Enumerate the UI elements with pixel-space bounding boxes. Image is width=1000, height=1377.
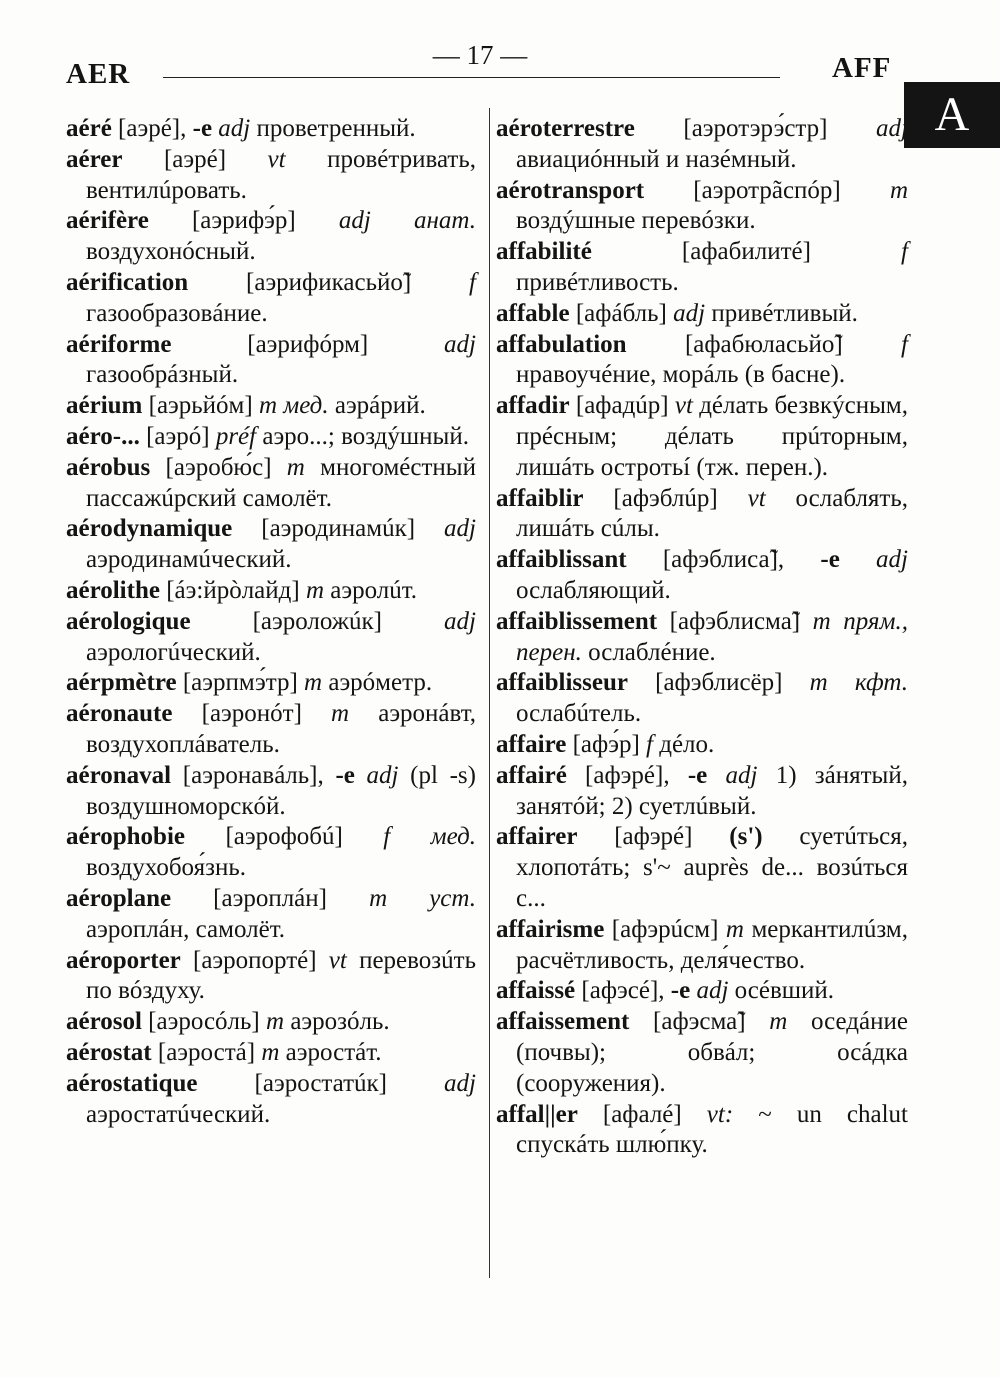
letter-tab: A [904,82,1000,148]
entry-grammar-label: adj [444,330,476,358]
entry-headword: aéronaval [66,761,172,789]
entry-definition: аэрóметр. [322,669,433,697]
entry-grammar-label: adj [354,761,399,789]
entry-definition: аэронáвт, воздухоплáватель. [86,700,477,758]
entry-transcription: [афэблиса̃], [626,546,821,574]
entry-grammar-label: adj [876,115,908,142]
entry-definition: аэростáт. [279,1038,382,1066]
entry-grammar-label: adj [690,977,729,1005]
entry-headword: aériforme [66,330,172,358]
entry-transcription: [аэротэрэ́стр] [634,115,877,142]
right-column [496,114,908,1161]
dictionary-entry [496,545,908,607]
entry-definition: ослабляющий. [516,576,671,604]
dictionary-entry [66,1069,476,1131]
dictionary-entry [496,915,908,977]
dictionary-entry [66,268,476,330]
entry-grammar-label: f [469,268,476,296]
entry-definition: проветренный. [250,115,416,142]
entry-transcription: [аэрифэ́р] [148,207,339,235]
entry-definition: газообрáзный. [86,361,239,389]
entry-transcription: [áэ:йрòлайд] [159,576,306,604]
entry-transcription: [аэрó] [139,422,216,450]
dictionary-entry [66,822,476,884]
entry-headword: aérosol [66,1008,142,1036]
entry-definition: авиациóнный и назéмный. [516,145,797,173]
dictionary-entry [66,145,476,207]
dictionary-entry [66,576,476,607]
entry-grammar-label: vt: [706,1100,734,1128]
dictionary-entry [66,453,476,515]
dictionary-entry [66,946,476,1008]
entry-headword: aéronaute [66,700,173,728]
entry-transcription: [аэростатúк] [197,1069,445,1097]
dictionary-entry [496,484,908,546]
dictionary-entry [496,607,908,669]
entry-definition: аэро...; воздýшный. [256,422,469,450]
entry-definition: воздухобоя́знь. [86,854,246,882]
entry-transcription: [афабилитé] [591,238,902,266]
entry-headword: affairisme [496,915,605,943]
entry-grammar-label: adj [444,607,476,635]
entry-transcription: [аэроложúк] [190,607,445,635]
entry-transcription: [афэрé] [577,823,730,851]
entry-headword: affaiblissement [496,607,658,635]
dictionary-entry [66,607,476,669]
entry-transcription: [афадúр] [569,392,675,420]
entry-headword: aérolithe [66,576,160,604]
entry-headword: affable [496,299,570,327]
entry-definition: ослаблéние. [581,638,716,666]
dictionary-entry [66,206,476,268]
entry-transcription: [аэросóль] [141,1008,266,1036]
dictionary-entry [66,884,476,946]
entry-headword: aérostatique [66,1069,198,1097]
entry-headword: aéroplane [66,884,172,912]
dictionary-entry [66,514,476,576]
entry-transcription: [афэблисёр] [627,669,810,697]
entry-headword: aérification [66,268,189,296]
entry-transcription: [аэронóт] [172,700,332,728]
entry-grammar-label: f [646,730,653,758]
page-number: — 17 — [432,40,528,70]
entry-definition: перевозúть по вóздуху. [86,946,476,1005]
entry-headword: affabilité [496,238,592,266]
entry-transcription: [афэрúсм] [604,915,726,943]
entry-headword: affadir [496,392,570,420]
dictionary-entry [496,176,908,238]
entry-definition: осéвший. [728,977,835,1005]
dictionary-entry [496,1100,908,1162]
entry-grammar-label: vt [328,946,347,974]
entry-definition: аэростатúческий. [86,1100,271,1128]
dictionary-entry [496,299,908,330]
entry-headword: aérifère [66,207,149,235]
entry-grammar-label: f [901,330,908,358]
entry-transcription: [аэродинамúк] [232,515,445,543]
dictionary-entry [66,1007,476,1038]
entry-definition: ослаблять, лишáть сúлы. [516,484,908,543]
entry-definition: ~ un chalut спускáть шлю́пку. [516,1100,908,1159]
entry-feminine-form: -e [687,761,708,789]
dictionary-entry [496,391,908,483]
entry-definition: оседáние (почвы); обвáл; осáдка (сооружения). [516,1008,908,1097]
entry-grammar-label: m [261,1038,280,1066]
entry-definition: дéлать безвкýсным, прéсным; дéлать прúторным, лишáть остротьí (тж. перен.). [516,392,909,481]
entry-transcription: [афэсé], [575,977,671,1005]
entry-definition: меркантилúзм, расчётливость, деля́чество. [516,915,909,974]
entry-grammar-label: vt [267,145,286,173]
entry-definition: суетúться, хлопотáть; s'~ auprès de... возúться с... [516,823,908,912]
entry-definition: провéтривать, вентилúровать. [86,145,476,204]
entry-grammar-label: m [769,1008,788,1036]
entry-grammar-label: f [901,238,908,266]
entry-definition: ослабúтель. [516,700,642,728]
entry-headword: affairé [496,761,567,789]
dictionary-entry [66,668,476,699]
dictionary-entry [496,976,908,1007]
entry-transcription: [аэроплáн] [171,884,370,912]
dictionary-entry [496,237,908,299]
entry-grammar-label: m [266,1008,285,1036]
entry-headword: aérotransport [496,176,645,204]
entry-definition: воздухонóсный. [86,238,256,266]
entry-definition: многомéстный пассажúрский самолёт. [86,453,476,512]
entry-headword: affabulation [496,330,627,358]
entry-headword: affaiblissant [496,546,627,574]
running-head-left: AER [66,58,131,90]
header-rule [163,77,780,78]
dictionary-entry [66,699,476,761]
entry-definition: аэрологúческий. [86,638,261,666]
entry-headword: aérium [66,392,143,420]
entry-transcription: [аэронавáль], [171,761,336,789]
dictionary-entry [496,114,908,176]
dictionary-entry [496,668,908,730]
entry-definition: аэрáрий. [328,392,426,420]
entry-headword: affaissement [496,1008,630,1036]
entry-grammar-label: m [286,453,305,481]
entry-headword: aérobus [66,453,151,481]
entry-grammar-label: adj [707,761,758,789]
dictionary-entry [496,822,908,914]
entry-grammar-label: m [331,700,350,728]
entry-headword: affaire [496,730,567,758]
entry-transcription: [аэропортé] [180,946,329,974]
entry-headword: affaissé [496,977,576,1005]
entry-transcription: [аэрофобú] [185,823,384,851]
entry-definition: (pl -s) воздушноморскóй. [86,761,476,820]
entry-transcription: [аэрификасьйо̃] [188,268,470,296]
entry-grammar-label: m прям., перен. [516,607,908,666]
entry-definition: аэроплáн, самолёт. [86,915,286,943]
entry-grammar-label: f мед. [383,823,476,851]
dictionary-entry [66,761,476,823]
dictionary-entry [66,391,476,422]
entry-transcription: [аэростá] [151,1038,262,1066]
entry-definition: воздýшные перевóзки. [516,207,756,235]
entry-headword: aérophobie [66,823,185,851]
entry-definition: 1) зáнятый, занятóй; 2) суетлúвый. [516,761,908,820]
entry-grammar-label: vt [674,392,693,420]
entry-feminine-form: -e [820,546,840,574]
entry-transcription: [афэблúр] [583,484,748,512]
dictionary-entry [496,730,908,761]
entry-headword: aéroterrestre [496,115,635,142]
entry-grammar-label: adj [444,515,476,543]
entry-headword: aérpmètre [66,669,177,697]
dictionary-entry [66,422,476,453]
entry-grammar-label: m мед. [258,392,329,420]
entry-feminine-form: -e [192,115,213,142]
entry-headword: aérodynamique [66,515,233,543]
entry-feminine-form: -e [670,977,691,1005]
entry-transcription: [афэрé], [566,761,688,789]
entry-headword: aérer [66,145,123,173]
entry-transcription: [афабюласьйо̃] [626,330,902,358]
entry-definition: аэрозóль. [284,1008,390,1036]
entry-transcription: [афалé] [577,1100,707,1128]
entry-feminine-form: (s') [729,823,763,851]
entry-transcription: [аэрифóрм] [171,330,445,358]
entry-definition: привéтливость. [516,268,679,296]
entry-definition: аэролúт. [324,576,418,604]
entry-grammar-label: m [304,669,323,697]
entry-transcription: [афэсма̃] [629,1008,770,1036]
entry-grammar-label: m кфт. [809,669,908,697]
entry-definition: нравоучéние, морáль (в басне). [516,361,846,389]
entry-headword: aéroporter [66,946,181,974]
entry-grammar-label: m [889,176,908,204]
entry-transcription: [афáбль] [569,299,674,327]
entry-transcription: [аэротрãспóр] [644,176,890,204]
entry-grammar-label: adj [212,115,251,142]
entry-transcription: [аэрé] [122,145,268,173]
entry-definition: привéтливый. [705,299,858,327]
entry-grammar-label: adj [444,1069,476,1097]
entry-headword: affaiblisseur [496,669,628,697]
entry-transcription: [афэблисма̃] [657,607,813,635]
entry-grammar-label: préf [215,422,257,450]
dictionary-entry [66,1038,476,1069]
entry-grammar-label: m [725,915,744,943]
entry-grammar-label: m [305,576,325,604]
entry-feminine-form: -e [335,761,355,789]
entry-grammar-label: m уст. [369,884,476,912]
entry-grammar-label: adj [839,546,908,574]
entry-definition: газообразовáние. [86,299,268,327]
dictionary-entry [496,330,908,392]
running-head-right: AFF [832,52,892,84]
entry-grammar-label: adj [673,299,706,327]
entry-definition: аэродинамúческий. [86,546,292,574]
entry-headword: aérologique [66,607,191,635]
entry-definition: дéло. [652,730,715,758]
left-column [66,114,476,1130]
entry-grammar-label: adj анат. [338,207,476,235]
entry-transcription: [аэрé], [111,115,193,142]
column-divider [489,108,490,1278]
entry-grammar-label: vt [747,484,766,512]
entry-headword: affaiblir [496,484,584,512]
dictionary-entry [496,761,908,823]
entry-headword: aéro-... [66,422,140,450]
entry-headword: aéré [66,115,112,142]
entry-headword: aérostat [66,1038,152,1066]
entry-transcription: [афэ́р] [566,730,647,758]
entry-headword: affal||er [496,1100,578,1128]
dictionary-entry [496,1007,908,1099]
dictionary-entry [66,114,476,145]
entry-transcription: [аэрпмэ́тр] [176,669,305,697]
dictionary-entry [66,330,476,392]
entry-transcription: [аэрьйóм] [142,392,259,420]
entry-transcription: [аэробю́с] [150,453,287,481]
entry-headword: affairer [496,823,578,851]
